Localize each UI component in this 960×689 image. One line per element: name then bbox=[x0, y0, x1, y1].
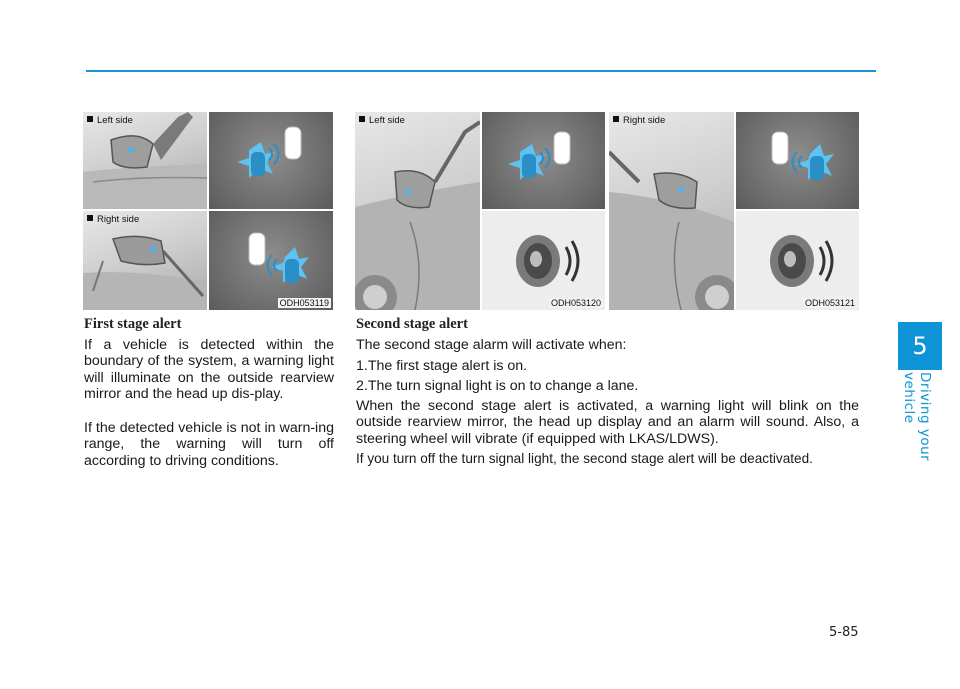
alarm-speaker-image bbox=[736, 211, 859, 310]
second-stage-paragraph-2: If you turn off the turn signal light, the second stage alert will be deactivated. bbox=[356, 451, 813, 466]
left-mirror-image bbox=[83, 112, 207, 209]
left-detection-image bbox=[482, 112, 605, 209]
right-mirror-image bbox=[83, 211, 207, 310]
second-stage-item-2: 2.The turn signal light is on to change a lane. bbox=[356, 378, 639, 394]
figure-label-right-side: Right side bbox=[87, 214, 139, 225]
alarm-speaker-image bbox=[482, 211, 605, 310]
chapter-number-tab: 5 bbox=[898, 322, 942, 370]
second-stage-intro: The second stage alarm will activate when: bbox=[356, 337, 627, 353]
chapter-title: Driving your vehicle bbox=[901, 372, 933, 462]
figure-label-left-side: Left side bbox=[359, 115, 405, 126]
figure-code: ODH053120 bbox=[550, 298, 601, 308]
figure-second-stage-left bbox=[355, 112, 605, 310]
figure-label-right-side: Right side bbox=[613, 115, 665, 126]
right-car-image bbox=[609, 112, 734, 310]
figure-code: ODH053121 bbox=[804, 298, 855, 308]
figure-second-stage-right bbox=[609, 112, 859, 310]
figure-code: ODH053119 bbox=[279, 298, 329, 308]
left-car-image bbox=[355, 112, 480, 310]
right-detection-image bbox=[736, 112, 859, 209]
second-stage-item-1: 1.The first stage alert is on. bbox=[356, 358, 528, 374]
figure-label-left-side: Left side bbox=[87, 115, 133, 126]
left-detection-image bbox=[209, 112, 333, 209]
header-rule bbox=[86, 70, 876, 72]
first-stage-heading: First stage alert bbox=[84, 316, 182, 332]
page-number: 5-85 bbox=[829, 625, 859, 640]
second-stage-heading: Second stage alert bbox=[356, 316, 468, 332]
first-stage-paragraph-2: If the detected vehicle is not in warn-ing range, the warning will turn off according to driving conditions. bbox=[84, 420, 334, 469]
first-stage-paragraph-1: If a vehicle is detected within the boundary of the system, a warning light will illuminate on the outside rearview mirror and the head up dis-play. bbox=[84, 337, 334, 403]
figure-first-stage bbox=[83, 112, 333, 310]
right-detection-image bbox=[209, 211, 333, 310]
second-stage-paragraph-1: When the second stage alert is activated, a warning light will blink on the outside rearview mirror, the head up display and an alarm will sound. Also, a steering wheel will vibrate (if equipped with LKAS/LDWS). bbox=[356, 398, 859, 447]
